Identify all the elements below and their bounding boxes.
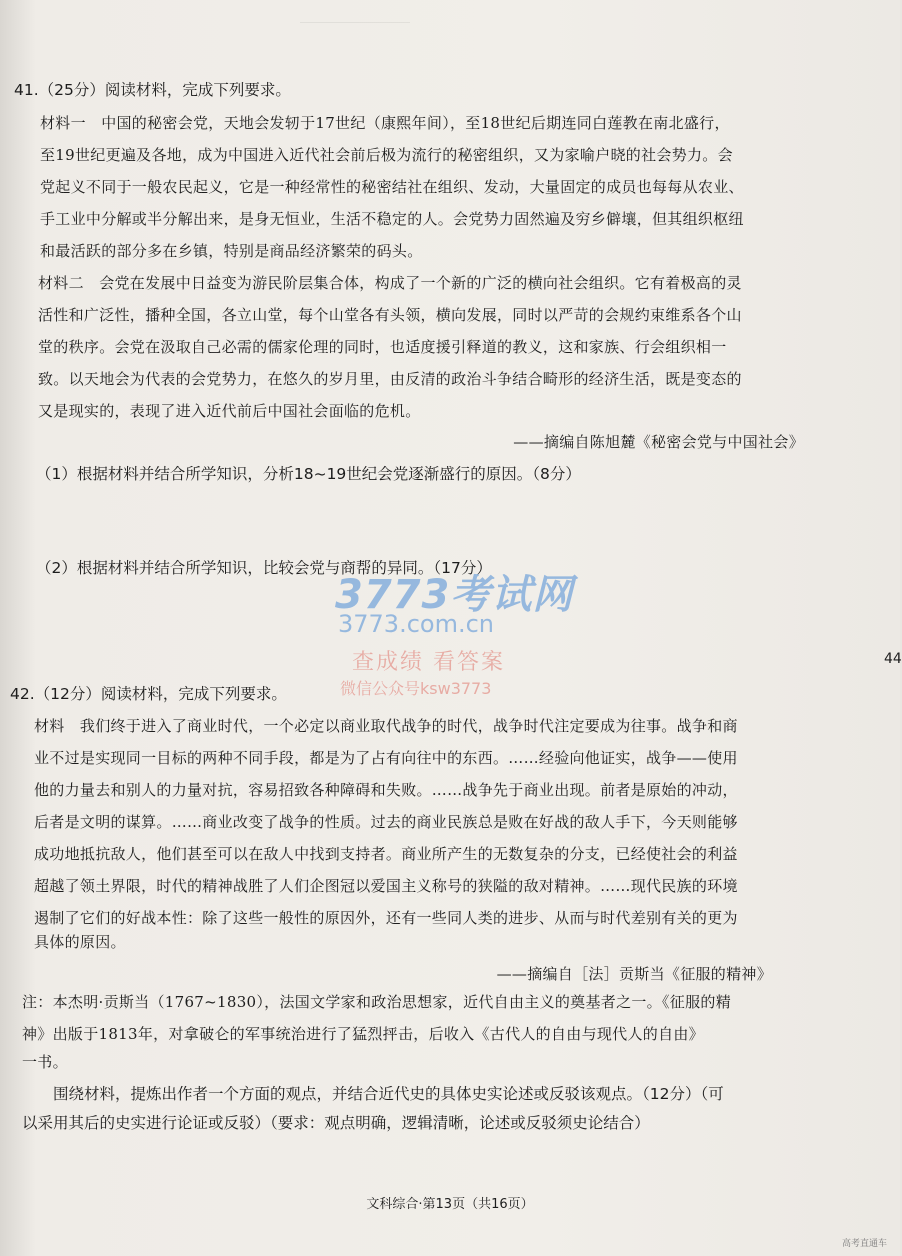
q42-m-line-8: 具体的原因。: [34, 933, 126, 951]
q41-m2-line-2: 活性和广泛性，播种全国，各立山堂，每个山堂各有头领，横向发展，同时以严苛的会规约束维系各个山: [38, 306, 742, 324]
q42-m-line-3: 他的力量去和别人的力量对抗，容易招致各种障碍和失败。……战争先于商业出现。前者是原始的冲动，: [34, 781, 738, 799]
q41-m2-line-3: 堂的秩序。会党在汲取自己必需的儒家伦理的同时，也适度援引释道的教义，这和家族、行会组织相一: [38, 338, 727, 356]
q42-m-line-5: 成功地抵抗敌人，他们甚至可以在敌人中找到支持者。商业所产生的无数复杂的分支，已经使社会的利益: [34, 845, 738, 863]
q41-sub1: （1）根据材料并结合所学知识，分析18~19世纪会党逐渐盛行的原因。（8分）: [36, 465, 581, 483]
q41-m1-line-3: 党起义不同于一般农民起义，它是一种经常性的秘密结社在组织、发动，大量固定的成员也每每从农业、: [40, 178, 744, 196]
q42-m-line-6: 超越了领土界限，时代的精神战胜了人们企图冠以爱国主义称号的狭隘的敌对精神。……现代民族的环境: [34, 877, 738, 895]
watermark-wechat: 微信公众号ksw3773: [340, 679, 492, 698]
margin-page-number: 44: [884, 651, 902, 667]
q41-sub2: （2）根据材料并结合所学知识，比较会党与商帮的异同。（17分）: [36, 559, 492, 577]
q41-m1-line-5: 和最活跃的部分多在乡镇，特别是商品经济繁荣的码头。: [40, 242, 423, 260]
q42-note-line-1: 注：本杰明·贡斯当（1767~1830），法国文学家和政治思想家，近代自由主义的奠基者之一。《征服的精: [22, 993, 731, 1011]
corner-watermark: 高考直通车: [842, 1239, 888, 1249]
q41-m2-line-5: 又是现实的，表现了进入近代前后中国社会面临的危机。: [38, 402, 421, 420]
q42-note-line-3: 一书。: [22, 1053, 68, 1071]
q41-m1-line-2: 至19世纪更遍及各地，成为中国进入近代社会前后极为流行的秘密组织，又为家喻户晓的社会势力。会: [40, 146, 733, 164]
q42-source: ——摘编自［法］贡斯当《征服的精神》: [496, 965, 772, 983]
q42-task-line-1: 围绕材料，提炼出作者一个方面的观点，并结合近代史的具体史实论述或反驳该观点。（12分）（可: [22, 1085, 724, 1103]
q42-m-line-7: 遏制了它们的好战本性：除了这些一般性的原因外，还有一些同人类的进步、从而与时代差别有关的更为: [34, 909, 738, 927]
bleed-through-mark: [300, 22, 410, 23]
q41-m1-line-4: 手工业中分解或半分解出来，是身无恒业，生活不稳定的人。会党势力固然遍及穷乡僻壤，但其组织枢纽: [40, 210, 744, 228]
watermark-url: 3773.com.cn: [338, 610, 494, 638]
q41-source: ——摘编自陈旭麓《秘密会党与中国社会》: [513, 433, 804, 451]
q42-m-line-1: 材料 我们终于进入了商业时代，一个必定以商业取代战争的时代，战争时代注定要成为往事。战争和商: [34, 717, 738, 735]
q41-m2-line-1: 材料二 会党在发展中日益变为游民阶层集合体，构成了一个新的广泛的横向社会组织。它有着极高的灵: [38, 274, 742, 292]
watermark-brand: 3773考试网: [335, 572, 574, 618]
page-footer: 文科综合·第13页（共16页）: [366, 1197, 534, 1212]
q41-m2-line-4: 致。以天地会为代表的会党势力，在悠久的岁月里，由反清的政治斗争结合畸形的经济生活，既是变态的: [38, 370, 742, 388]
q41-title: 41.（25分）阅读材料，完成下列要求。: [14, 81, 291, 99]
watermark-slogan: 查成绩 看答案: [352, 650, 505, 675]
q42-note-line-2: 神》出版于1813年，对拿破仑的军事统治进行了猛烈抨击，后收入《古代人的自由与现代人的自由》: [22, 1025, 704, 1043]
q42-m-line-4: 后者是文明的谋算。……商业改变了战争的性质。过去的商业民族总是败在好战的敌人手下，今天则能够: [34, 813, 738, 831]
q41-m1-line-1: 材料一 中国的秘密会党，天地会发轫于17世纪（康熙年间），至18世纪后期连同白莲教在南北盛行，: [40, 114, 730, 132]
q42-task-line-2: 以采用其后的史实进行论证或反驳）（要求：观点明确，逻辑清晰，论述或反驳须史论结合）: [22, 1114, 650, 1132]
q42-title: 42.（12分）阅读材料，完成下列要求。: [10, 685, 287, 703]
q42-m-line-2: 业不过是实现同一目标的两种不同手段，都是为了占有向往中的东西。……经验向他证实，战争——使用: [34, 749, 738, 767]
